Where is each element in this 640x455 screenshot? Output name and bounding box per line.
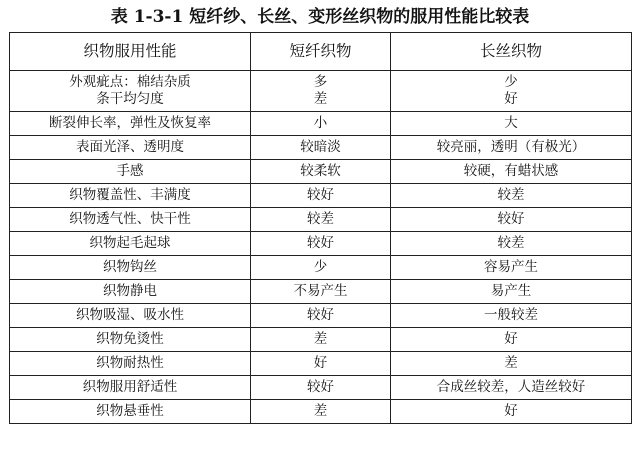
table-cell [391, 71, 632, 112]
table-cell: 表面光泽、透明度 [10, 136, 251, 160]
table-cell: 手感 [10, 160, 251, 184]
table-cell: 较差 [391, 184, 632, 208]
cell-line: 少 [504, 74, 518, 90]
table-cell: 较好 [251, 232, 391, 256]
table-cell: 织物服用舒适性 [10, 376, 251, 400]
table-row [10, 71, 632, 112]
table-row [10, 112, 632, 136]
header-cell: 短纤织物 [251, 33, 391, 71]
table-row [10, 280, 632, 304]
table-row [10, 184, 632, 208]
table-cell: 一般较差 [391, 304, 632, 328]
cell-line: 外观疵点：棉结杂质 [69, 74, 191, 90]
table-row [10, 136, 632, 160]
table-cell: 少 [251, 256, 391, 280]
table-caption: 表 1-3-1 短纤纱、长丝、变形丝织物的服用性能比较表 [110, 7, 530, 27]
table-cell: 较好 [251, 376, 391, 400]
table-cell: 容易产生 [391, 256, 632, 280]
table-cell: 较好 [391, 208, 632, 232]
table-cell: 织物透气性、快干性 [10, 208, 251, 232]
table-row [10, 160, 632, 184]
table-cell: 织物静电 [10, 280, 251, 304]
table-cell: 差 [251, 400, 391, 424]
header-cell: 织物服用性能 [10, 33, 251, 71]
header-cell: 长丝织物 [391, 33, 632, 71]
table-cell: 织物悬垂性 [10, 400, 251, 424]
table-cell: 差 [251, 328, 391, 352]
table-cell: 较柔软 [251, 160, 391, 184]
table-cell: 较差 [391, 232, 632, 256]
table-cell: 易产生 [391, 280, 632, 304]
table-cell: 织物钩丝 [10, 256, 251, 280]
table-cell: 较好 [251, 184, 391, 208]
table-cell: 较好 [251, 304, 391, 328]
table-cell [10, 71, 251, 112]
table-cell: 较差 [251, 208, 391, 232]
table-row [10, 304, 632, 328]
table-cell: 大 [391, 112, 632, 136]
table-cell [251, 71, 391, 112]
table-cell: 织物免烫性 [10, 328, 251, 352]
table-row [10, 352, 632, 376]
table-cell: 差 [391, 352, 632, 376]
cell-line: 好 [504, 91, 518, 107]
comparison-table [9, 32, 632, 424]
table-row [10, 232, 632, 256]
table-row [10, 400, 632, 424]
table-row [10, 376, 632, 400]
table-cell: 织物覆盖性、丰满度 [10, 184, 251, 208]
table-cell: 织物起毛起球 [10, 232, 251, 256]
table-cell: 好 [391, 400, 632, 424]
table-cell: 好 [391, 328, 632, 352]
table-cell: 织物吸湿、吸水性 [10, 304, 251, 328]
cell-line: 多 [313, 74, 328, 90]
table-cell: 好 [251, 352, 391, 376]
table-cell: 较暗淡 [251, 136, 391, 160]
cell-line: 差 [313, 91, 328, 107]
cell-line: 条干均匀度 [96, 91, 164, 107]
table-cell: 较硬，有蜡状感 [391, 160, 632, 184]
table-row [10, 208, 632, 232]
table-cell: 合成丝较差，人造丝较好 [391, 376, 632, 400]
table-cell: 织物耐热性 [10, 352, 251, 376]
table-cell: 断裂伸长率，弹性及恢复率 [10, 112, 251, 136]
table-cell: 较亮丽，透明（有极光） [391, 136, 632, 160]
table-cell: 不易产生 [251, 280, 391, 304]
table-row [10, 256, 632, 280]
table-row [10, 328, 632, 352]
table-cell: 小 [251, 112, 391, 136]
table-header-row [10, 33, 632, 71]
